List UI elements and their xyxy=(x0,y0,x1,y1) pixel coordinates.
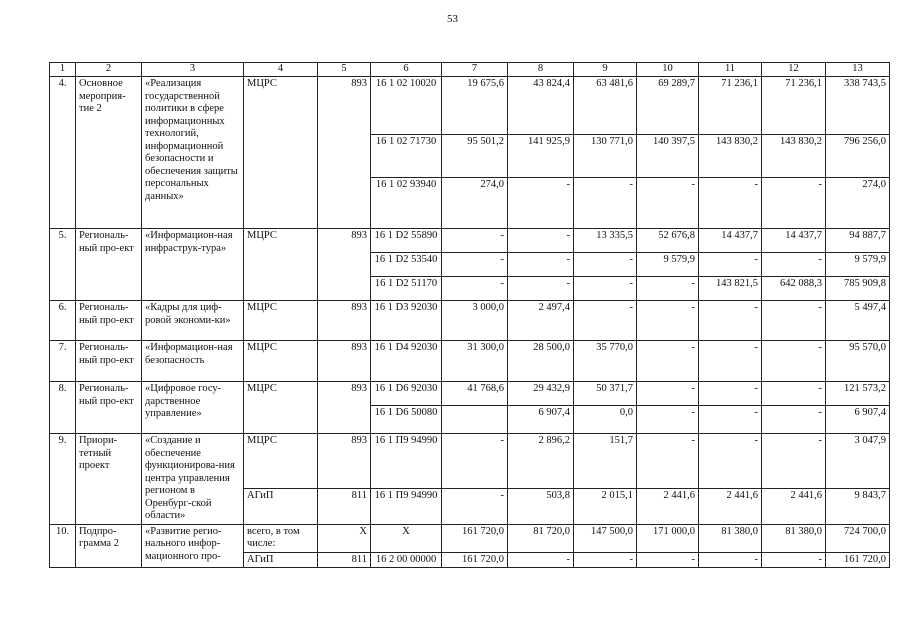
amount-col-10: - xyxy=(637,406,699,434)
amount-col-13: 724 700,0 xyxy=(826,524,890,552)
amount-col-8: 28 500,0 xyxy=(508,341,574,382)
executor: МЦРС xyxy=(244,301,318,341)
item-name: «Цифровое госу-дарственное управление» xyxy=(142,382,244,434)
admin-code: 811 xyxy=(318,552,371,568)
executor: МЦРС xyxy=(244,229,318,301)
amount-col-7: - xyxy=(442,277,508,301)
executor: МЦРС xyxy=(244,434,318,489)
item-name: «Информацион-ная инфраструк-тура» xyxy=(142,229,244,301)
row-number: 10. xyxy=(50,524,76,568)
column-header-13: 13 xyxy=(826,63,890,77)
amount-col-9: - xyxy=(574,178,637,229)
amount-col-11: 2 441,6 xyxy=(699,489,762,525)
amount-col-10: 69 289,7 xyxy=(637,77,699,135)
amount-col-9: 50 371,7 xyxy=(574,382,637,406)
amount-col-8: 81 720,0 xyxy=(508,524,574,552)
amount-col-8: - xyxy=(508,277,574,301)
amount-col-12: - xyxy=(762,178,826,229)
amount-col-7: 274,0 xyxy=(442,178,508,229)
amount-col-7: 95 501,2 xyxy=(442,135,508,178)
table-row xyxy=(50,382,890,406)
amount-col-13: 3 047,9 xyxy=(826,434,890,489)
budget-classification-code: 16 1 D2 51170 xyxy=(371,277,442,301)
amount-col-9: 2 015,1 xyxy=(574,489,637,525)
item-name: «Реализация государственной политики в сфере информационных технологий, информационной безопасности и обеспечения защиты персональных данных» xyxy=(142,77,244,229)
amount-col-11: - xyxy=(699,301,762,341)
row-number: 4. xyxy=(50,77,76,229)
amount-col-12: - xyxy=(762,253,826,277)
table-row xyxy=(50,434,890,489)
admin-code: 893 xyxy=(318,434,371,489)
column-header-1: 1 xyxy=(50,63,76,77)
amount-col-9: 63 481,6 xyxy=(574,77,637,135)
amount-col-10: - xyxy=(637,434,699,489)
amount-col-11: - xyxy=(699,552,762,568)
amount-col-10: - xyxy=(637,552,699,568)
executor: АГиП xyxy=(244,489,318,525)
amount-col-13: 785 909,8 xyxy=(826,277,890,301)
amount-col-10: 140 397,5 xyxy=(637,135,699,178)
executor: МЦРС xyxy=(244,77,318,229)
admin-code: 893 xyxy=(318,229,371,301)
amount-col-11: - xyxy=(699,434,762,489)
amount-col-9: 151,7 xyxy=(574,434,637,489)
amount-col-7: 31 300,0 xyxy=(442,341,508,382)
amount-col-12: - xyxy=(762,434,826,489)
amount-col-12: 642 088,3 xyxy=(762,277,826,301)
table-row xyxy=(50,229,890,253)
budget-table xyxy=(49,62,890,568)
column-header-10: 10 xyxy=(637,63,699,77)
amount-col-11: - xyxy=(699,382,762,406)
budget-classification-code: 16 1 D2 53540 xyxy=(371,253,442,277)
amount-col-9: 147 500,0 xyxy=(574,524,637,552)
amount-col-10: 52 676,8 xyxy=(637,229,699,253)
item-type: Подпро-грамма 2 xyxy=(76,524,142,568)
admin-code: 893 xyxy=(318,77,371,229)
amount-col-13: 5 497,4 xyxy=(826,301,890,341)
amount-col-13: 9 843,7 xyxy=(826,489,890,525)
budget-classification-code: 16 2 00 00000 xyxy=(371,552,442,568)
amount-col-13: 161 720,0 xyxy=(826,552,890,568)
amount-col-7 xyxy=(442,406,508,434)
amount-col-10: 171 000,0 xyxy=(637,524,699,552)
budget-classification-code: 16 1 D6 92030 xyxy=(371,382,442,406)
amount-col-10: - xyxy=(637,382,699,406)
amount-col-9: - xyxy=(574,552,637,568)
column-header-12: 12 xyxy=(762,63,826,77)
amount-col-8: 2 896,2 xyxy=(508,434,574,489)
amount-col-13: 9 579,9 xyxy=(826,253,890,277)
budget-classification-code: Х xyxy=(371,524,442,552)
amount-col-7: - xyxy=(442,434,508,489)
amount-col-10: 2 441,6 xyxy=(637,489,699,525)
admin-code: Х xyxy=(318,524,371,552)
budget-table-container xyxy=(49,62,889,568)
admin-code: 811 xyxy=(318,489,371,525)
amount-col-11: 143 821,5 xyxy=(699,277,762,301)
amount-col-11: - xyxy=(699,406,762,434)
amount-col-11: - xyxy=(699,178,762,229)
amount-col-8: 43 824,4 xyxy=(508,77,574,135)
amount-col-13: 6 907,4 xyxy=(826,406,890,434)
table-row xyxy=(50,341,890,382)
executor: МЦРС xyxy=(244,382,318,434)
amount-col-8: 2 497,4 xyxy=(508,301,574,341)
amount-col-8: - xyxy=(508,253,574,277)
amount-col-8: - xyxy=(508,552,574,568)
executor: МЦРС xyxy=(244,341,318,382)
item-name: «Создание и обеспечение функционирова-ния центра управления регионом в Оренбург-ской области» xyxy=(142,434,244,525)
amount-col-9: 130 771,0 xyxy=(574,135,637,178)
budget-classification-code: 16 1 D6 50080 xyxy=(371,406,442,434)
column-header-7: 7 xyxy=(442,63,508,77)
amount-col-9: 13 335,5 xyxy=(574,229,637,253)
executor: всего, в том числе: xyxy=(244,524,318,552)
amount-col-7: - xyxy=(442,229,508,253)
amount-col-7: 161 720,0 xyxy=(442,524,508,552)
amount-col-13: 121 573,2 xyxy=(826,382,890,406)
amount-col-8: 6 907,4 xyxy=(508,406,574,434)
column-header-6: 6 xyxy=(371,63,442,77)
amount-col-13: 94 887,7 xyxy=(826,229,890,253)
amount-col-12: - xyxy=(762,406,826,434)
amount-col-7: - xyxy=(442,489,508,525)
amount-col-12: 143 830,2 xyxy=(762,135,826,178)
amount-col-12: 14 437,7 xyxy=(762,229,826,253)
amount-col-10: 9 579,9 xyxy=(637,253,699,277)
amount-col-8: 503,8 xyxy=(508,489,574,525)
amount-col-11: 143 830,2 xyxy=(699,135,762,178)
admin-code: 893 xyxy=(318,382,371,434)
amount-col-9: 0,0 xyxy=(574,406,637,434)
column-header-9: 9 xyxy=(574,63,637,77)
row-number: 5. xyxy=(50,229,76,301)
row-number: 6. xyxy=(50,301,76,341)
amount-col-8: - xyxy=(508,178,574,229)
amount-col-11: 71 236,1 xyxy=(699,77,762,135)
column-header-11: 11 xyxy=(699,63,762,77)
row-number: 7. xyxy=(50,341,76,382)
budget-classification-code: 16 1 D4 92030 xyxy=(371,341,442,382)
amount-col-7: 3 000,0 xyxy=(442,301,508,341)
amount-col-9: - xyxy=(574,277,637,301)
amount-col-7: - xyxy=(442,253,508,277)
budget-classification-code: 16 1 П9 94990 xyxy=(371,434,442,489)
table-row xyxy=(50,524,890,552)
row-number: 8. xyxy=(50,382,76,434)
item-name: «Кадры для циф-ровой экономи-ки» xyxy=(142,301,244,341)
budget-classification-code: 16 1 02 93940 xyxy=(371,178,442,229)
amount-col-7: 41 768,6 xyxy=(442,382,508,406)
amount-col-10: - xyxy=(637,178,699,229)
amount-col-8: 141 925,9 xyxy=(508,135,574,178)
budget-classification-code: 16 1 02 71730 xyxy=(371,135,442,178)
amount-col-12: - xyxy=(762,382,826,406)
amount-col-8: - xyxy=(508,229,574,253)
admin-code: 893 xyxy=(318,341,371,382)
amount-col-11: 14 437,7 xyxy=(699,229,762,253)
table-row xyxy=(50,77,890,135)
amount-col-12: - xyxy=(762,341,826,382)
table-row xyxy=(50,301,890,341)
amount-col-8: 29 432,9 xyxy=(508,382,574,406)
executor: АГиП xyxy=(244,552,318,568)
amount-col-11: 81 380,0 xyxy=(699,524,762,552)
table-header-row xyxy=(50,63,890,77)
amount-col-12: 81 380,0 xyxy=(762,524,826,552)
amount-col-13: 796 256,0 xyxy=(826,135,890,178)
amount-col-9: 35 770,0 xyxy=(574,341,637,382)
amount-col-7: 19 675,6 xyxy=(442,77,508,135)
admin-code: 893 xyxy=(318,301,371,341)
budget-classification-code: 16 1 02 10020 xyxy=(371,77,442,135)
item-type: Приори-тетный проект xyxy=(76,434,142,525)
amount-col-11: - xyxy=(699,341,762,382)
amount-col-12: - xyxy=(762,301,826,341)
item-type: Региональ-ный про-ект xyxy=(76,341,142,382)
budget-classification-code: 16 1 D3 92030 xyxy=(371,301,442,341)
column-header-5: 5 xyxy=(318,63,371,77)
column-header-4: 4 xyxy=(244,63,318,77)
budget-classification-code: 16 1 D2 55890 xyxy=(371,229,442,253)
amount-col-10: - xyxy=(637,301,699,341)
column-header-8: 8 xyxy=(508,63,574,77)
amount-col-9: - xyxy=(574,253,637,277)
amount-col-13: 95 570,0 xyxy=(826,341,890,382)
item-type: Региональ-ный про-ект xyxy=(76,229,142,301)
item-type: Основное мероприя-тие 2 xyxy=(76,77,142,229)
item-type: Региональ-ный про-ект xyxy=(76,382,142,434)
item-name: «Информацион-ная безопасность xyxy=(142,341,244,382)
amount-col-13: 338 743,5 xyxy=(826,77,890,135)
amount-col-9: - xyxy=(574,301,637,341)
amount-col-7: 161 720,0 xyxy=(442,552,508,568)
amount-col-10: - xyxy=(637,341,699,382)
amount-col-12: 71 236,1 xyxy=(762,77,826,135)
amount-col-13: 274,0 xyxy=(826,178,890,229)
column-header-3: 3 xyxy=(142,63,244,77)
row-number: 9. xyxy=(50,434,76,525)
budget-classification-code: 16 1 П9 94990 xyxy=(371,489,442,525)
amount-col-12: - xyxy=(762,552,826,568)
item-name: «Развитие регио-нального инфор-мационного про- xyxy=(142,524,244,568)
item-type: Региональ-ный про-ект xyxy=(76,301,142,341)
page-number: 53 xyxy=(447,13,458,25)
amount-col-11: - xyxy=(699,253,762,277)
column-header-2: 2 xyxy=(76,63,142,77)
amount-col-12: 2 441,6 xyxy=(762,489,826,525)
amount-col-10: - xyxy=(637,277,699,301)
